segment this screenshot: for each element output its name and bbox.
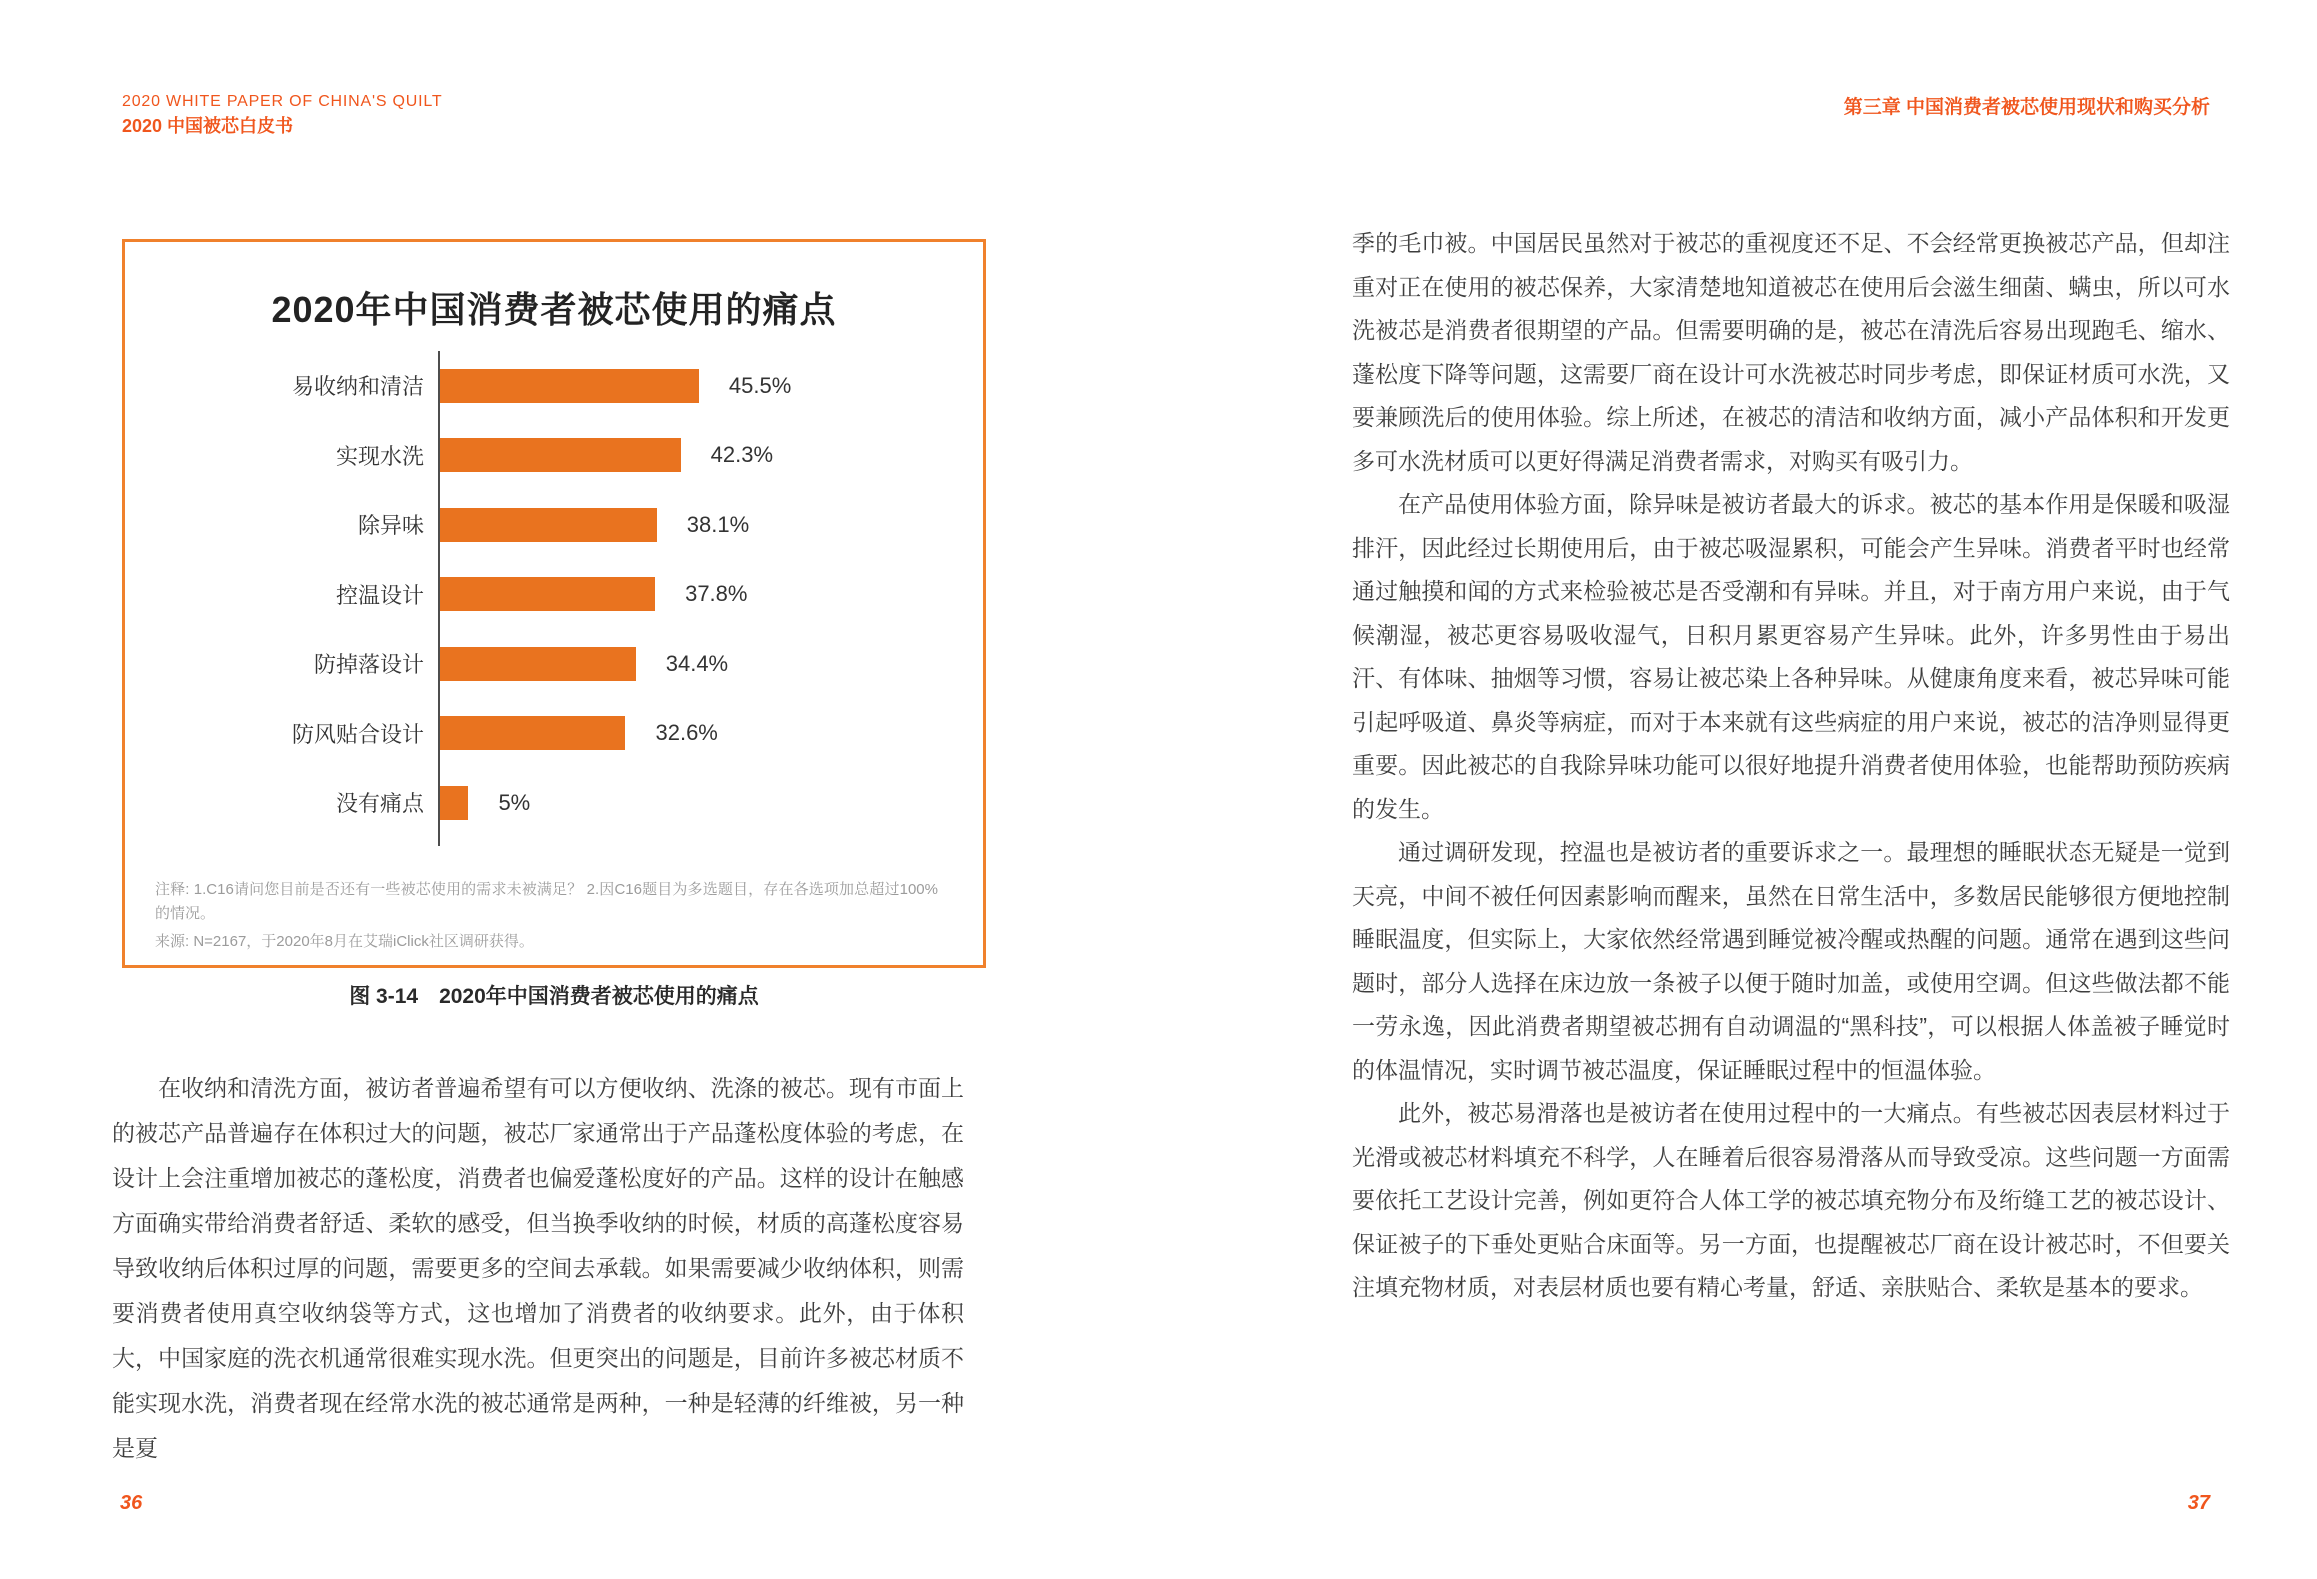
value-label: 32.6% <box>655 720 718 746</box>
chart-notes <box>155 878 938 954</box>
chart-row <box>125 629 983 699</box>
running-header-left <box>122 92 442 138</box>
bar-chart <box>125 351 983 846</box>
page-number-left: 36 <box>120 1492 143 1514</box>
bar <box>440 786 468 820</box>
bar <box>440 438 681 472</box>
bar <box>440 647 636 681</box>
chart-rows <box>125 351 983 838</box>
value-label: 5% <box>498 789 531 815</box>
category-label: 防掉落设计 <box>313 652 424 678</box>
chart-row <box>125 699 983 769</box>
value-label: 34.4% <box>665 650 729 676</box>
value-label: 42.3% <box>710 442 774 468</box>
chart-row <box>125 768 983 838</box>
bar <box>440 577 655 611</box>
page-number-right: 37 <box>2187 1492 2210 1514</box>
value-label: 38.1% <box>686 511 750 537</box>
left-page-body <box>112 1066 964 1471</box>
category-label: 防风贴合设计 <box>291 721 424 747</box>
paragraph: 通过调研发现，控温也是被访者的重要诉求之一。最理想的睡眠状态无疑是一觉到天亮，中间不被任何因素影响而醒来，虽然在日常生活中，多数居民能够很方便地控制睡眠温度，但实际上，大家依然经常遇到睡觉被冷醒或热醒的问题。通常在遇到这些问题时，部分人选择在床边放一条被子以便于随时加盖，或使用空调。但这些做法都不能一劳永逸，因此消费者期望被芯拥有自动调温的“黑科技”，可以根据人体盖被子睡觉时的体温情况，实时调节被芯温度，保证睡眠过程中的恒温体验。 <box>1352 839 2230 1083</box>
category-label: 没有痛点 <box>335 791 424 817</box>
value-label: 37.8% <box>685 581 748 607</box>
value-label: 45.5% <box>728 372 792 398</box>
chart-note: 注释: 1.C16请问您目前是否还有一些被芯使用的需求未被满足？ 2.因C16题目为多选题目，存在各选项加总超过100%的情况。 <box>155 881 938 922</box>
bar <box>440 716 625 750</box>
chart-row <box>125 351 983 421</box>
category-label: 控温设计 <box>335 582 424 608</box>
right-page-body <box>1352 222 2230 1310</box>
bar <box>440 369 699 403</box>
paragraph: 在产品使用体验方面，除异味是被访者最大的诉求。被芯的基本作用是保暖和吸湿排汗，因此经过长期使用后，由于被芯吸湿累积，可能会产生异味。消费者平时也经常通过触摸和闻的方式来检验被芯是否受潮和有异味。并且，对于南方用户来说，由于气候潮湿，被芯更容易吸收湿气，日积月累更容易产生异味。此外，许多男性由于易出汗、有体味、抽烟等习惯，容易让被芯染上各种异味。从健康角度来看，被芯异味可能引起呼吸道、鼻炎等病症，而对于本来就有这些病症的用户来说，被芯的洁净则显得更重要。因此被芯的自我除异味功能可以很好地提升消费者使用体验，也能帮助预防疾病的发生。 <box>1352 491 2230 822</box>
paragraph: 在收纳和清洗方面，被访者普遍希望有可以方便收纳、洗涤的被芯。现有市面上的被芯产品普遍存在体积过大的问题，被芯厂家通常出于产品蓬松度体验的考虑，在设计上会注重增加被芯的蓬松度，消费者也偏爱蓬松度好的产品。这样的设计在触感方面确实带给消费者舒适、柔软的感受，但当换季收纳的时候，材质的高蓬松度容易导致收纳后体积过厚的问题，需要更多的空间去承载。如果需要减少收纳体积，则需要消费者使用真空收纳袋等方式，这也增加了消费者的收纳要求。此外，由于体积大，中国家庭的洗衣机通常很难实现水洗。但更突出的问题是，目前许多被芯材质不能实现水洗，消费者现在经常水洗的被芯通常是两种，一种是轻薄的纤维被，另一种是夏 <box>112 1075 964 1461</box>
figure-box <box>122 239 986 968</box>
running-header-english: 2020 WHITE PAPER OF CHINA'S QUILT <box>122 93 443 110</box>
running-header-chinese: 2020 中国被芯白皮书 <box>122 116 294 136</box>
chart-row <box>125 560 983 630</box>
running-header-chapter: 第三章 中国消费者被芯使用现状和购买分析 <box>1843 97 2210 118</box>
paragraph: 此外，被芯易滑落也是被访者在使用过程中的一大痛点。有些被芯因表层材料过于光滑或被芯材料填充不科学，人在睡着后很容易滑落从而导致受凉。这些问题一方面需要依托工艺设计完善，例如更符合人体工学的被芯填充物分布及绗缝工艺的被芯设计、保证被子的下垂处更贴合床面等。另一方面，也提醒被芯厂商在设计被芯时，不但要关注填充物材质，对表层材质也要有精心考量，舒适、亲肤贴合、柔软是基本的要求。 <box>1352 1100 2230 1300</box>
chart-title: 2020年中国消费者被芯使用的痛点 <box>271 289 837 330</box>
chart-source: 来源: N=2167，于2020年8月在艾瑞iClick社区调研获得。 <box>155 933 534 950</box>
bar <box>440 508 657 542</box>
category-label: 实现水洗 <box>335 443 424 469</box>
category-label: 除异味 <box>357 513 424 539</box>
figure-caption: 图 3-14 2020年中国消费者被芯使用的痛点 <box>349 985 759 1008</box>
chart-row <box>125 421 983 491</box>
chart-row <box>125 490 983 560</box>
paragraph: 季的毛巾被。中国居民虽然对于被芯的重视度还不足、不会经常更换被芯产品，但却注重对正在使用的被芯保养，大家清楚地知道被芯在使用后会滋生细菌、螨虫，所以可水洗被芯是消费者很期望的产品。但需要明确的是，被芯在清洗后容易出现跑毛、缩水、蓬松度下降等问题，这需要厂商在设计可水洗被芯时同步考虑，即保证材质可水洗，又要兼顾洗后的使用体验。综上所述，在被芯的清洁和收纳方面，减小产品体积和开发更多可水洗材质可以更好得满足消费者需求，对购买有吸引力。 <box>1352 230 2230 474</box>
category-label: 易收纳和清洁 <box>291 374 424 400</box>
